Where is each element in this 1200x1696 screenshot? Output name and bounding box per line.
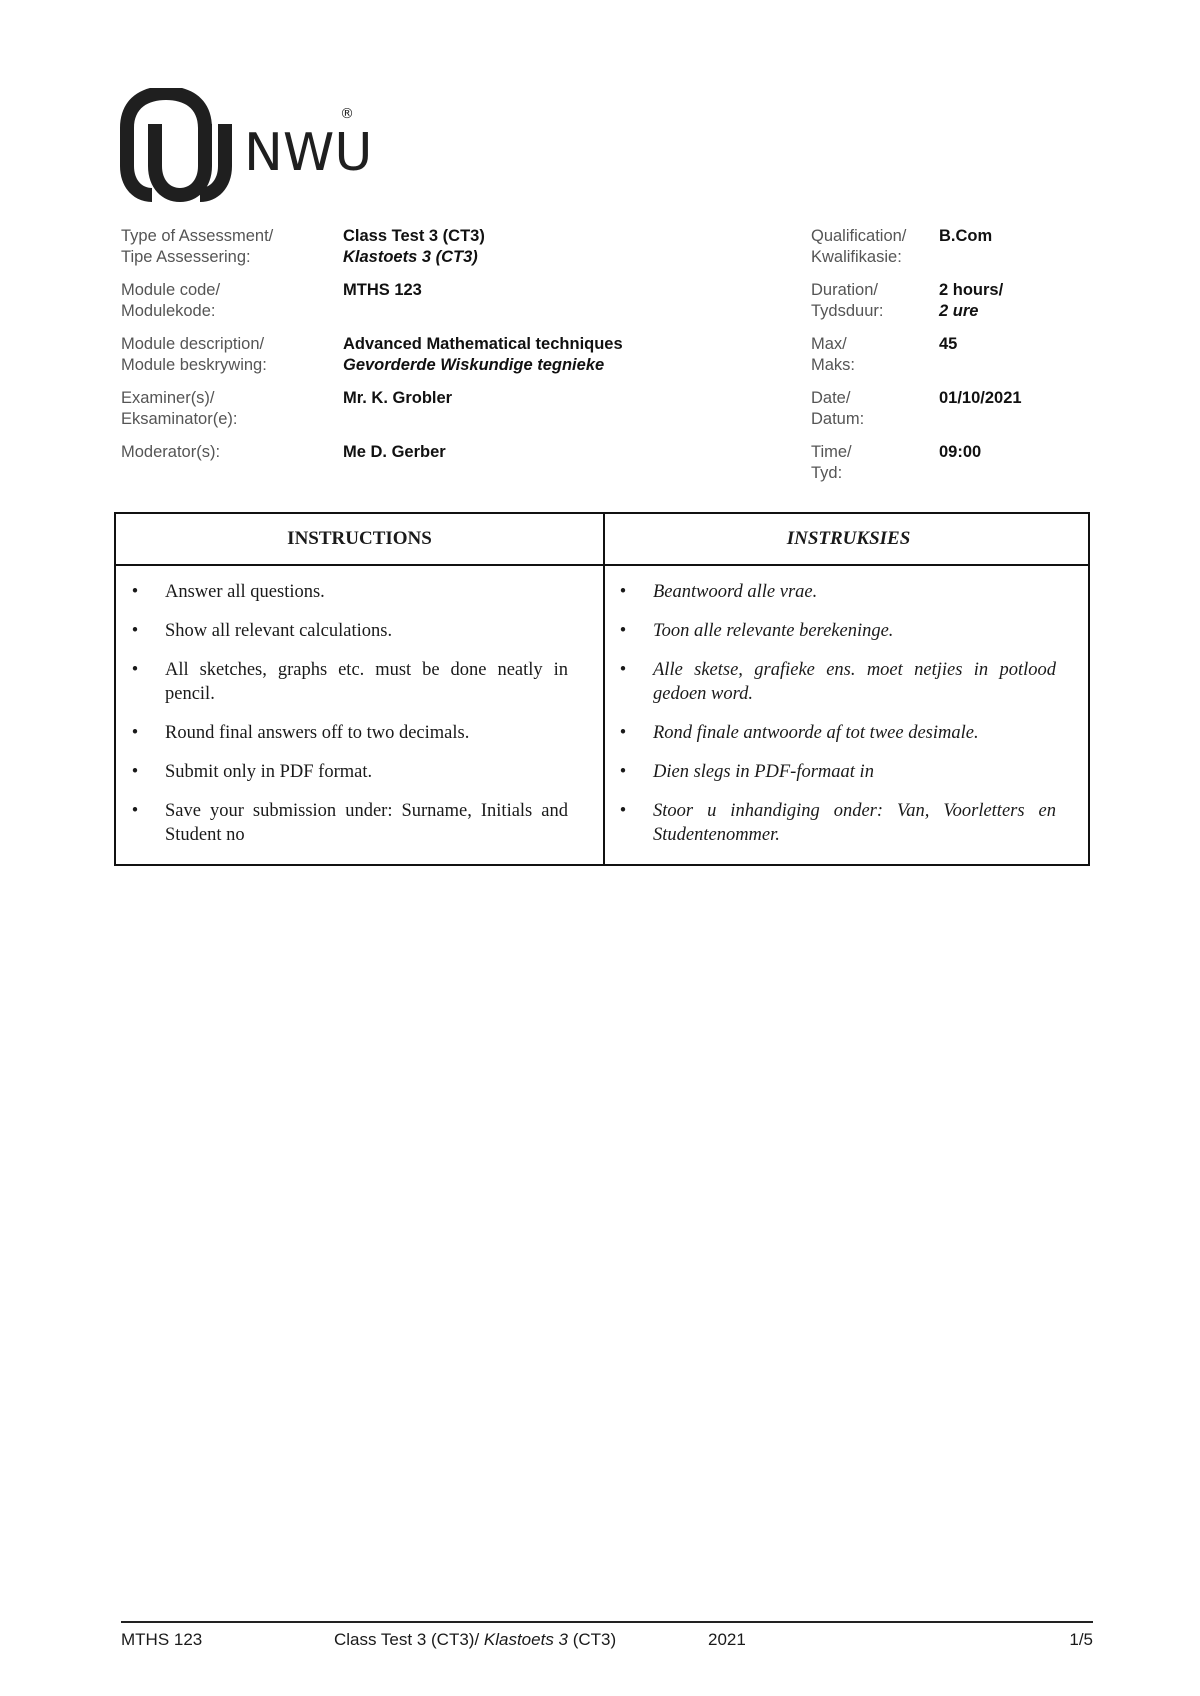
date-value: 01/10/2021 [939, 389, 1022, 407]
assessment-details [121, 226, 1101, 498]
bullet-icon: • [619, 762, 627, 782]
instructions-heading-en: INSTRUCTIONS [287, 528, 432, 549]
instructions-heading-af: INSTRUKSIES [786, 528, 911, 549]
qualification-label: Qualification/ Kwalifikasie: [811, 227, 907, 266]
examiner-label: Examiner(s)/ Eksaminator(e): [121, 389, 238, 428]
module-code-label: Module code/ Modulekode: [121, 281, 221, 320]
type-of-assessment-label: Type of Assessment/ Tipe Assessering: [121, 227, 274, 266]
max-marks-value: 45 [939, 335, 958, 353]
duration-value: 2 hours/ 2 ure [939, 281, 1004, 320]
bullet-icon: • [619, 621, 627, 641]
bullet-icon: • [619, 660, 627, 680]
module-description-value: Advanced Mathematical techniques Gevorderde Wiskundige tegnieke [343, 335, 623, 374]
bullet-icon: • [619, 582, 627, 602]
instruction-item: • Beantwoord alle vrae. [616, 580, 1056, 604]
instructions-list-af [616, 580, 1056, 862]
meta-row [121, 442, 1101, 498]
meta-row [121, 280, 1101, 334]
instruction-item: • Toon alle relevante berekeninge. [616, 619, 1056, 643]
instruction-item: • Answer all questions. [128, 580, 568, 604]
bullet-icon: • [131, 582, 139, 602]
nwu-logo [118, 88, 388, 206]
instruction-item: • Show all relevant calculations. [128, 619, 568, 643]
meta-row [121, 226, 1101, 280]
logo-text: NWU [244, 123, 373, 183]
footer-module-code: MTHS 123 [121, 1630, 203, 1649]
meta-row [121, 388, 1101, 442]
nwu-logo-icon [118, 88, 388, 206]
time-label: Time/ Tyd: [811, 443, 852, 482]
moderator-value: Me D. Gerber [343, 443, 446, 461]
type-of-assessment-value: Class Test 3 (CT3) Klastoets 3 (CT3) [343, 227, 485, 266]
bullet-icon: • [131, 660, 139, 680]
instruction-item: • Save your submission under: Surname, Initials and Student no [128, 799, 568, 847]
instructions-list-en [128, 580, 568, 862]
time-value: 09:00 [939, 443, 982, 461]
duration-label: Duration/ Tydsduur: [811, 281, 884, 320]
instructions-table [114, 512, 1090, 866]
bullet-icon: • [131, 621, 139, 641]
instruction-item: • Stoor u inhandiging onder: Van, Voorletters en Studentenommer. [616, 799, 1056, 847]
column-divider [603, 514, 605, 864]
meta-row [121, 334, 1101, 388]
qualification-value: B.Com [939, 227, 993, 245]
bullet-icon: • [131, 762, 139, 782]
instruction-item: • Submit only in PDF format. [128, 760, 568, 784]
examiner-value: Mr. K. Grobler [343, 389, 453, 407]
header-divider [116, 564, 1088, 566]
module-code-value: MTHS 123 [343, 281, 422, 299]
module-description-label: Module description/ Module beskrywing: [121, 335, 267, 374]
bullet-icon: • [619, 723, 627, 743]
date-label: Date/ Datum: [811, 389, 865, 428]
instruction-item: • Dien slegs in PDF-formaat in [616, 760, 1056, 784]
instruction-item: • Round final answers off to two decimals. [128, 721, 568, 745]
moderator-label: Moderator(s): [121, 443, 221, 461]
instruction-item: • Alle sketse, grafieke ens. moet netjies in potlood gedoen word. [616, 658, 1056, 706]
footer-year: 2021 [708, 1630, 746, 1649]
bullet-icon: • [131, 723, 139, 743]
registered-mark: ® [340, 106, 354, 122]
max-marks-label: Max/ Maks: [811, 335, 856, 374]
page-number: 1/5 [1069, 1630, 1093, 1649]
bullet-icon: • [619, 801, 627, 821]
instruction-item: • Rond finale antwoorde af tot twee desimale. [616, 721, 1056, 745]
page-footer [121, 1621, 1093, 1649]
instruction-item: • All sketches, graphs etc. must be done neatly in pencil. [128, 658, 568, 706]
bullet-icon: • [131, 801, 139, 821]
footer-title: Class Test 3 (CT3)/ Klastoets 3 (CT3) [334, 1630, 617, 1649]
